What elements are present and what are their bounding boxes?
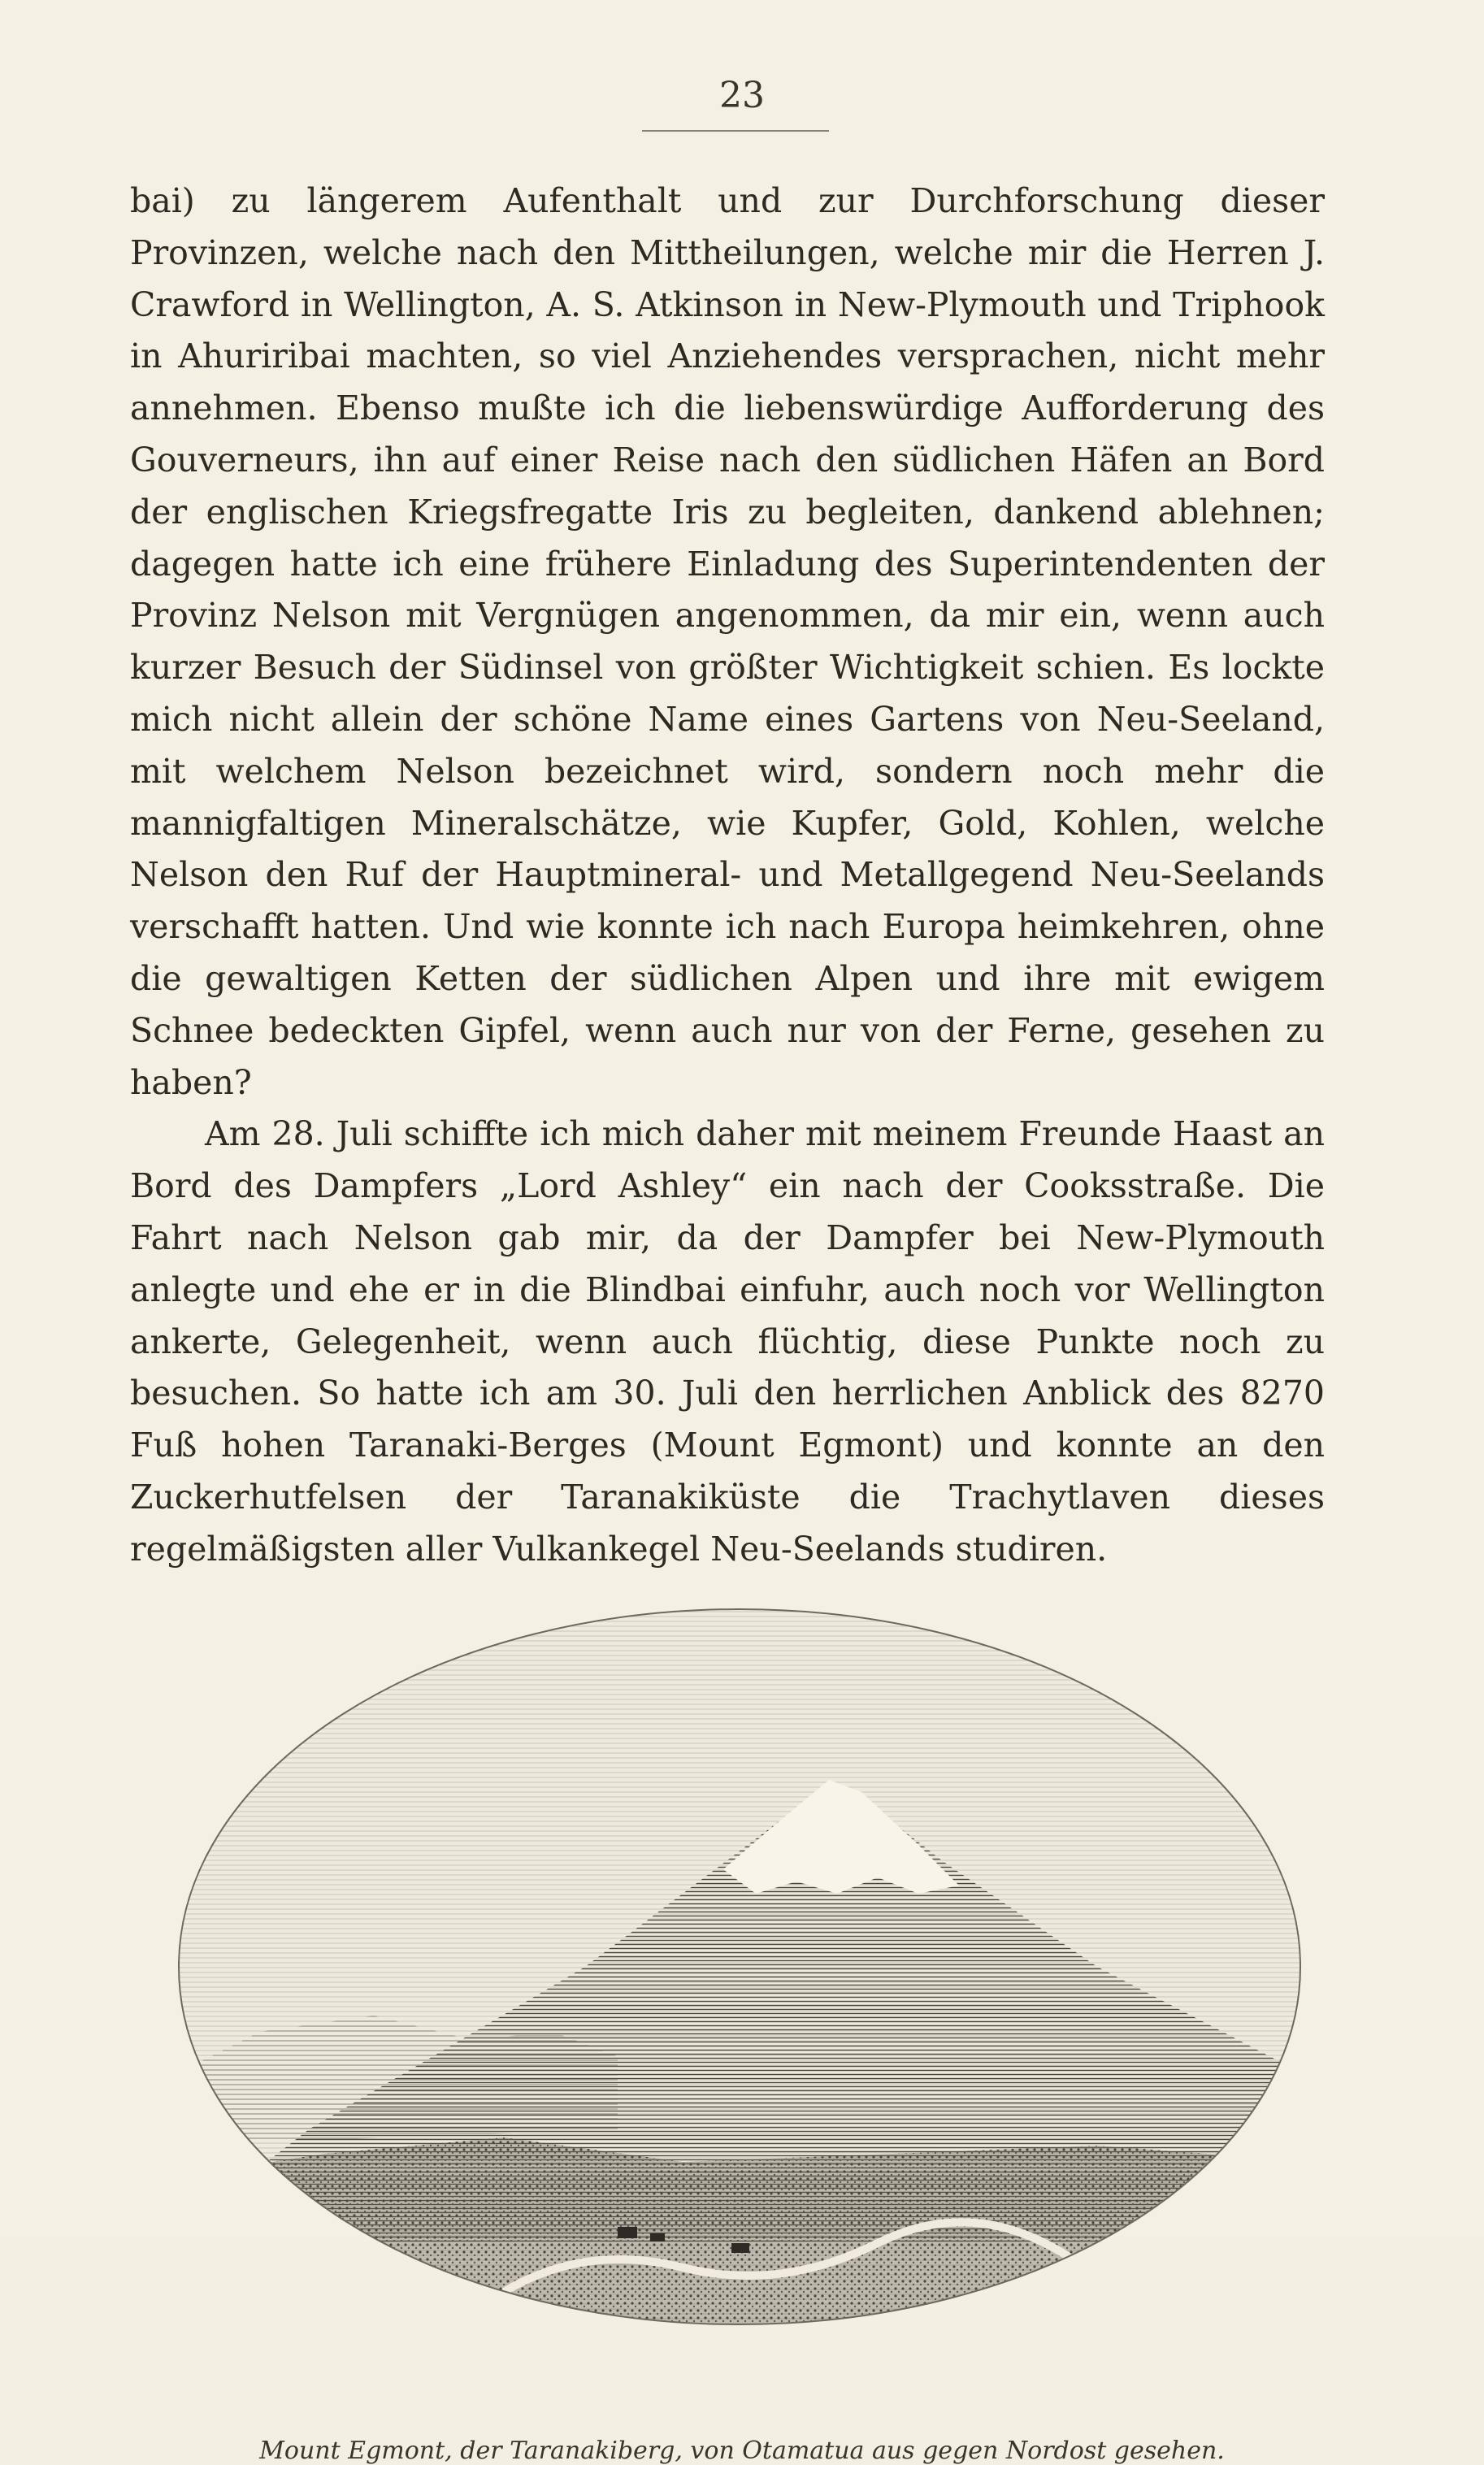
paragraph: Am 28. Juli schiffte ich mich daher mit meinem Freunde Haast an Bord des Dampfers „Lord Ashley“ ein nach der Cooksstraße. Die Fahrt nach Nelson gab mir, da der Dampfer bei New-Plymouth anlegte und ehe er in die Blindbai einfuhr, auch noch vor Wellington ankerte, Gelegenheit, wenn auch flüchtig, diese Punkte noch zu besuchen. So hatte ich am 30. Juli den herrlichen Anblick des 8270 Fuß hohen Taranaki-Berges (Mount Egmont) und konnte an den Zuckerhutfelsen der Taranakiküste die Trachytlaven dieses regelmäßigsten aller Vulkankegel Neu-Seelands studiren. — [130, 1114, 1325, 1569]
page-number: 23 — [719, 75, 765, 116]
mountain-engraving — [163, 1512, 1317, 2406]
body-text — [130, 176, 1325, 1576]
header-rule — [642, 130, 829, 132]
illustration-caption: Mount Egmont, der Taranakiberg, von Otamatua aus gegen Nordost gesehen. — [259, 2437, 1225, 2465]
paragraph: bai) zu längerem Aufenthalt und zur Durchforschung dieser Provinzen, welche nach den Mittheilungen, welche mir die Herren J. Crawford in Wellington, A. S. Atkinson in New-Plymouth und Triphook in Ahuriribai machten, so viel Anziehendes versprachen, nicht mehr annehmen. Ebenso mußte ich die liebenswürdige Aufforderung des Gouverneurs, ihn auf einer Reise nach den südlichen Häfen an Bord der englischen Kriegsfregatte Iris zu begleiten, dankend ablehnen; dagegen hatte ich eine frühere Einladung des Superintendenten der Provinz Nelson mit Vergnügen angenommen, da mir ein, wenn auch kurzer Besuch der Südinsel von größter Wichtigkeit schien. Es lockte mich nicht allein der schöne Name eines Gartens von Neu-Seeland, mit welchem Nelson bezeichnet wird, sondern noch mehr die mannigfaltigen Mineralschätze, wie Kupfer, Gold, Kohlen, welche Nelson den Ruf der Hauptmineral- und Metallgegend Neu-Seelands verschafft hatten. Und wie konnte ich nach Europa heimkehren, ohne die gewaltigen Ketten der südlichen Alpen und ihre mit ewigem Schnee bedeckten Gipfel, wenn auch nur von der Ferne, gesehen zu haben? — [130, 181, 1325, 1102]
